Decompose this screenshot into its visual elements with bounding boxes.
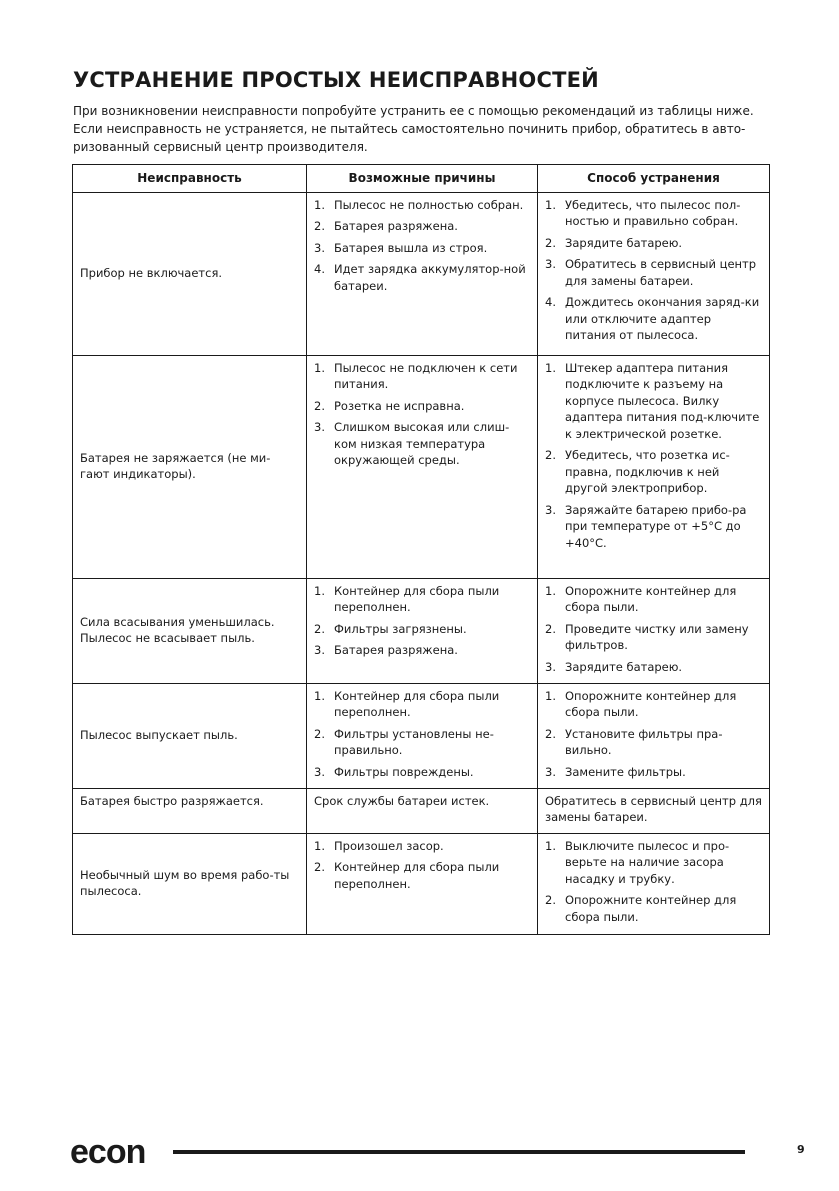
list-item — [314, 642, 530, 659]
causes-cell — [307, 833, 538, 934]
causes-cell — [307, 192, 538, 355]
table-row — [73, 578, 770, 683]
item-number: 1. — [314, 360, 325, 375]
list-item — [545, 197, 762, 230]
problem-cell: Пылесос выпускает пыль. — [73, 683, 307, 788]
list-item — [314, 859, 530, 892]
table-row — [73, 683, 770, 788]
item-number: 3. — [545, 764, 556, 779]
list-item — [314, 838, 530, 855]
item-text: Фильтры повреждены. — [334, 764, 474, 779]
table-row — [73, 192, 770, 355]
list-item — [545, 583, 762, 616]
fixes-cell — [538, 683, 770, 788]
item-text: Идет зарядка аккумулятор-ной батареи. — [334, 262, 526, 293]
list-item — [545, 256, 762, 289]
causes-cell: Срок службы батареи истек. — [307, 788, 538, 833]
item-number: 3. — [314, 240, 325, 255]
item-number: 2. — [314, 621, 325, 636]
list-item — [545, 235, 762, 252]
fixes-cell — [538, 578, 770, 683]
item-text: Произошел засор. — [334, 838, 444, 853]
item-text: Заряжайте батарею прибо-ра при температуре от +5°C до +40°C. — [565, 502, 747, 550]
problem-cell: Необычный шум во время рабо-ты пылесоса. — [73, 833, 307, 934]
item-number: 2. — [314, 398, 325, 413]
list-item — [314, 360, 530, 393]
item-text: Контейнер для сбора пыли переполнен. — [334, 860, 500, 891]
item-text: Пылесос не подключен к сети питания. — [334, 360, 518, 391]
causes-cell — [307, 578, 538, 683]
item-text: Батарея разряжена. — [334, 643, 458, 657]
list-item — [314, 398, 530, 415]
item-number: 3. — [314, 643, 325, 657]
item-number: 2. — [314, 219, 325, 233]
list-item — [545, 726, 762, 759]
item-text: Штекер адаптера питания подключите к разъему на корпусе пылесоса. Вилку адаптера питания под-ключите к электрической розетке. — [565, 360, 760, 441]
item-number: 1. — [314, 197, 325, 212]
problem-cell: Сила всасывания уменьшилась. Пылесос не всасывает пыль. — [73, 578, 307, 683]
intro-text — [73, 102, 773, 156]
item-number: 1. — [545, 688, 556, 703]
list-item — [545, 892, 762, 925]
header-fixes: Способ устранения — [538, 165, 770, 193]
list-item — [314, 621, 530, 638]
causes-cell — [307, 683, 538, 788]
table-row — [73, 833, 770, 934]
list-item — [314, 419, 530, 469]
intro-line-2: Если неисправность не устраняется, не пытайтесь самостоятельно починить прибор, обратитесь в авто-ризованный сервисный центр производителя. — [73, 122, 746, 154]
item-number: 3. — [314, 420, 325, 434]
page-title: УСТРАНЕНИЕ ПРОСТЫХ НЕИСПРАВНОСТЕЙ — [73, 68, 599, 92]
list-item — [545, 502, 762, 552]
item-text: Замените фильтры. — [565, 764, 686, 779]
econ-logo: econ — [70, 1133, 146, 1171]
item-text: Убедитесь, что розетка ис-правна, подключив к ней другой электроприбор. — [565, 448, 730, 495]
item-number: 2. — [545, 448, 556, 462]
table-row — [73, 788, 770, 833]
list-item — [314, 197, 530, 214]
list-item — [314, 218, 530, 235]
item-number: 1. — [545, 838, 556, 853]
item-number: 1. — [314, 838, 325, 853]
item-text: Контейнер для сбора пыли переполнен. — [334, 688, 500, 719]
item-text: Батарея вышла из строя. — [334, 240, 488, 255]
list-item — [545, 447, 762, 497]
item-text: Фильтры загрязнены. — [334, 621, 467, 636]
item-number: 1. — [314, 688, 325, 703]
item-text: Установите фильтры пра-вильно. — [565, 726, 723, 757]
table-row — [73, 355, 770, 578]
list-item — [545, 688, 762, 721]
item-text: Дождитесь окончания заряд-ки или отключите адаптер питания от пылесоса. — [565, 295, 760, 342]
causes-cell — [307, 355, 538, 578]
item-text: Опорожните контейнер для сбора пыли. — [565, 893, 737, 924]
item-number: 4. — [314, 262, 325, 276]
item-text: Фильтры установлены не-правильно. — [334, 726, 494, 757]
item-text: Батарея разряжена. — [334, 219, 458, 233]
item-text: Слишком высокая или слиш-ком низкая температура окружающей среды. — [334, 420, 510, 467]
item-text: Пылесос не полностью собран. — [334, 197, 524, 212]
intro-line-1: При возникновении неисправности попробуйте устранить ее с помощью рекомендаций из таблицы ниже. — [73, 104, 754, 118]
list-item — [545, 621, 762, 654]
list-item — [314, 583, 530, 616]
fixes-cell: Обратитесь в сервисный центр для замены батареи. — [538, 788, 770, 833]
item-number: 2. — [545, 235, 556, 250]
item-text: Проведите чистку или замену фильтров. — [565, 621, 749, 652]
item-number: 2. — [314, 860, 325, 874]
fixes-cell — [538, 192, 770, 355]
problem-cell: Батарея не заряжается (не ми-гают индикаторы). — [73, 355, 307, 578]
item-text: Опорожните контейнер для сбора пыли. — [565, 688, 737, 719]
page-number: 9 — [797, 1143, 805, 1156]
item-number: 1. — [545, 583, 556, 598]
item-number: 2. — [314, 726, 325, 741]
fixes-cell — [538, 355, 770, 578]
list-item — [545, 764, 762, 781]
item-number: 3. — [314, 764, 325, 779]
item-text: Зарядите батарею. — [565, 235, 683, 250]
item-number: 2. — [545, 726, 556, 741]
header-problem: Неисправность — [73, 165, 307, 193]
list-item — [314, 240, 530, 257]
list-item — [314, 688, 530, 721]
list-item — [545, 838, 762, 888]
item-text: Опорожните контейнер для сбора пыли. — [565, 583, 737, 614]
list-item — [314, 764, 530, 781]
list-item — [545, 659, 762, 676]
problem-cell: Батарея быстро разряжается. — [73, 788, 307, 833]
list-item — [545, 360, 762, 443]
fixes-cell — [538, 833, 770, 934]
item-text: Выключите пылесос и про-верьте на наличие засора насадку и трубку. — [565, 838, 730, 886]
item-number: 1. — [314, 583, 325, 598]
item-number: 3. — [545, 257, 556, 271]
item-number: 3. — [545, 502, 556, 517]
item-number: 1. — [545, 197, 556, 212]
item-text: Розетка не исправна. — [334, 398, 465, 413]
list-item — [314, 261, 530, 294]
list-item — [314, 726, 530, 759]
troubleshooting-table — [72, 164, 770, 935]
item-number: 4. — [545, 295, 556, 309]
item-text: Зарядите батарею. — [565, 659, 683, 674]
header-causes: Возможные причины — [307, 165, 538, 193]
item-text: Убедитесь, что пылесос пол-ностью и правильно собран. — [565, 197, 741, 228]
list-item — [545, 294, 762, 344]
footer-divider — [173, 1150, 745, 1154]
item-text: Контейнер для сбора пыли переполнен. — [334, 583, 500, 614]
item-number: 2. — [545, 621, 556, 636]
item-text: Обратитесь в сервисный центр для замены батареи. — [565, 257, 757, 288]
table-header-row — [73, 165, 770, 193]
problem-cell: Прибор не включается. — [73, 192, 307, 355]
item-number: 3. — [545, 659, 556, 674]
item-number: 2. — [545, 893, 556, 907]
item-number: 1. — [545, 360, 556, 375]
